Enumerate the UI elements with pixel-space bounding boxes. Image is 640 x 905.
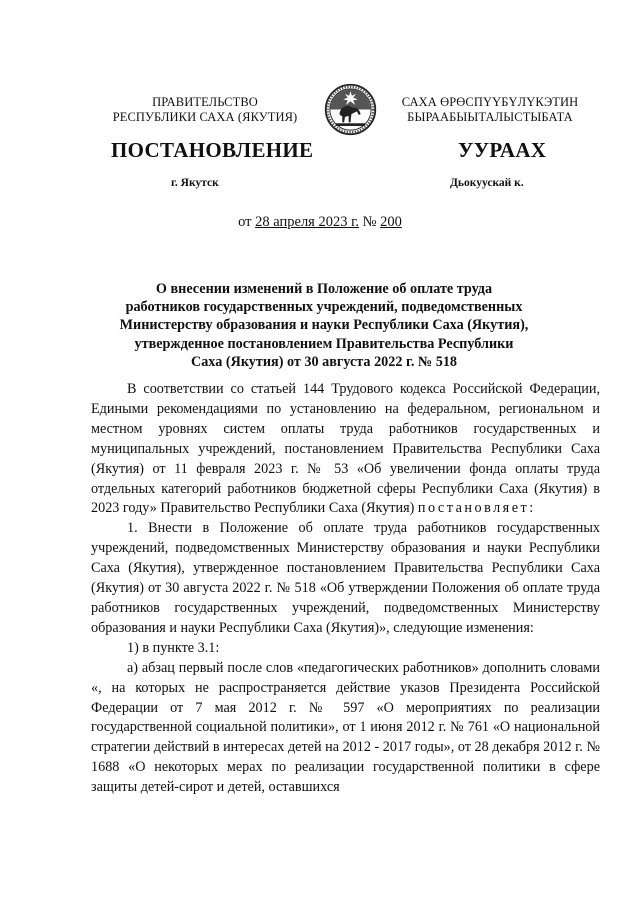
document-type-sah: УУРААХ [458,138,547,162]
preamble-paragraph [91,380,600,519]
resolution-word: постановляет [417,500,530,517]
title-line: О внесении изменений в Положение об оплате труда [155,281,493,297]
title-line: Саха (Якутия) от 30 августа 2022 г. № 518 [190,353,458,370]
document-body [91,380,600,798]
government-name-sah [390,95,590,125]
document-date: 28 апреля 2023 г. [255,214,360,230]
coat-of-arms-icon [323,82,378,137]
title-line: работников государственных учреждений, подведомственных [125,299,523,316]
document-type-ru: ПОСТАНОВЛЕНИЕ [111,138,314,162]
government-line-2: РЕСПУБЛИКИ САХА (ЯКУТИЯ) [112,110,298,124]
subclause-a-paragraph: а) абзац первый после слов «педагогических работников» дополнить словами «, на которых не распространяется действие указов Президента Российской Федерации от 7 мая 2012 г. № 597 «О мероприятиях по реализации государственной социальной политики», от 1 июня 2012 г. № 761 «О национальной стратегии действий в интересах детей на 2012 - 2017 годы», от 28 декабря 2012 г. № 1688 «О некоторых мерах по реализации государственной политики в сфере защиты детей-сирот и детей, оставшихся [91,659,600,796]
government-line-2-sah: БЫРААБЫЫТАЛЫСТЫБАТА [407,110,573,124]
preamble-text: В соответствии со статьей 144 Трудового кодекса Российской Федерации, Едиными рекомендациями по установлению на федеральном, региональном и местном уровнях систем оплаты труда работников государственных и муниципальных учреждений, постановлением Правительства Республики Саха (Якутия) от 11 февраля 2023 г. № 53 «Об увеличении фонда оплаты труда отдельных категорий работников бюджетной сферы Республики Саха (Якутия) в 2023 году» Правительство Республики Саха (Якутия) [91,381,600,517]
government-name-ru [95,95,315,125]
title-line: Министерству образования и науки Республики Саха (Якутия), [119,317,529,334]
subclause-1-paragraph: 1) в пункте 3.1: [127,639,220,656]
clause-1-paragraph: 1. Внести в Положение об оплате труда работников государственных учреждений, подведомственных Министерству образования и науки Республики Саха (Якутия), утвержденное постановлением Правительства Республики Саха (Якутия) от 30 августа 2022 г. № 518 «Об утверждении Положения об оплате труда работников государственных учреждений, подведомственных Министерству образования и науки Республики Саха (Якутия)», следующие изменения: [91,520,600,636]
government-line-1-sah: САХА ӨРӨСПҮҮБҮЛҮКЭТИН [401,95,579,109]
date-prefix: от [238,214,256,230]
document-title [90,280,558,371]
number-sign: № [359,214,381,230]
preamble-colon: : [529,500,534,517]
title-line: утвержденное постановлением Правительства Республики [134,335,514,352]
document-date-line [0,214,640,231]
government-line-1: ПРАВИТЕЛЬСТВО [152,95,258,109]
city-ru: г. Якутск [171,177,219,189]
city-sah: Дьокуускай к. [450,177,524,189]
document-number: 200 [380,214,402,230]
